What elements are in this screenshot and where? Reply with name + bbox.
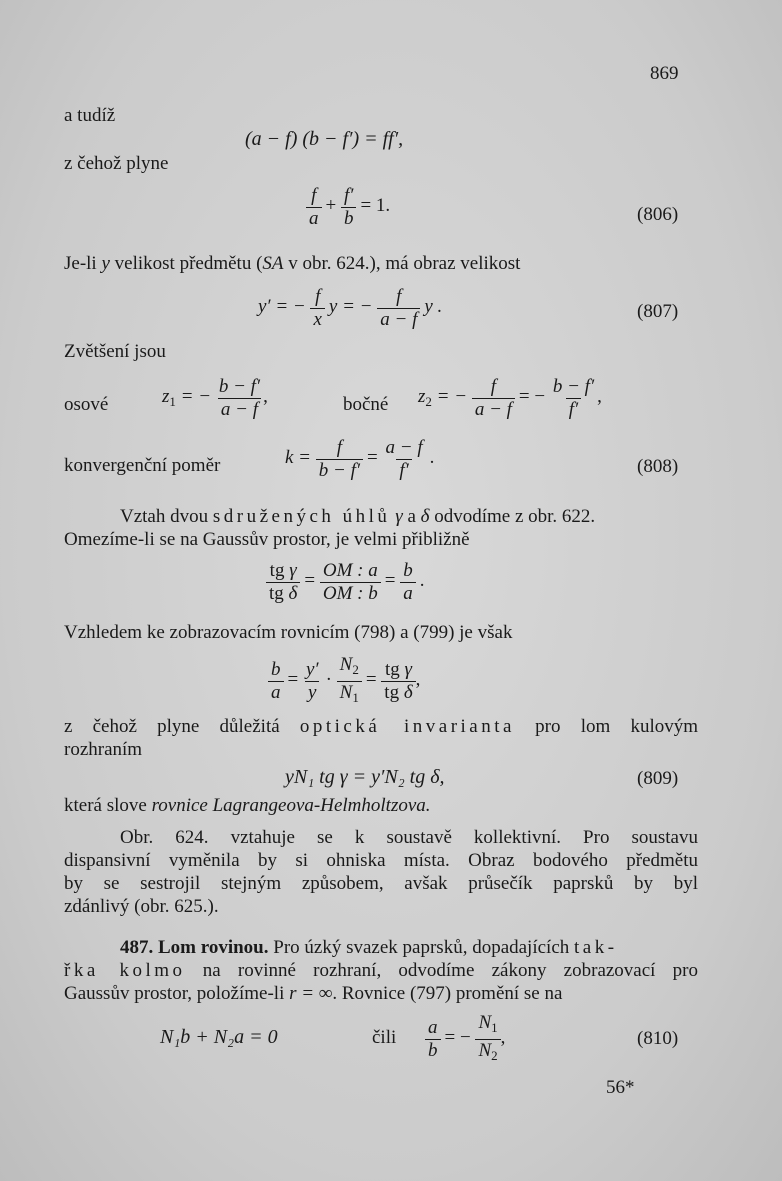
equation-b-over-a: $\frac{b}{a}$ = $\frac{y'}{y}$ · $\frac{N_2}{N_1}$ = $\frac{\text{tg γ}}{\text{tg δ}}$ , (268, 654, 420, 709)
text-osove: osové (64, 394, 109, 415)
text-obr624-line1: Obr. 624. vztahuje se k soustavě kollektivní. Pro soustavu (120, 827, 698, 848)
text-obr624-line2: dispansivní vyměnila by si ohniska místa. Obraz bodového předmětu (64, 850, 698, 871)
text-z-cehoz-plyne: z čehož plyne (64, 153, 169, 174)
text-zvetseni: Zvětšení jsou (64, 341, 166, 362)
text-obr624-line4: zdánlivý (obr. 625.). (64, 896, 219, 917)
equation-number-807: (807) (637, 301, 679, 322)
text-vzhledem: Vzhledem ke zobrazovacím rovnicím (798) a (799) je však (64, 622, 513, 643)
equation-810-left: N₁b + N₂a = 0 (160, 1026, 278, 1048)
text-a-tudiz: a tudíž (64, 105, 116, 126)
text-section-487-line1: 487. Lom rovinou. Pro úzký svazek paprsků, dopadajících tak- (120, 937, 618, 958)
page-number: 869 (650, 63, 679, 84)
equation-tg-ratio: $\frac{\text{tg γ}}{\text{tg δ}}$ = $\frac{OM : a}{OM : b}$ = $\frac{b}{a}$ . (266, 560, 424, 605)
text-cili: čili (372, 1027, 397, 1048)
equation-number-806: (806) (637, 204, 679, 225)
equation-number-809: (809) (637, 768, 679, 789)
footer-signature: 56* (606, 1077, 635, 1098)
text-je-li: Je-li y velikost předmětu (SA v obr. 624.), má obraz velikost (64, 253, 521, 274)
text-dulezita: z čehož plyne důležitá optická invarianta pro lom kulovým (64, 716, 699, 737)
text-ktera-slove: která slove rovnice Lagrangeova-Helmholtzova. (64, 795, 431, 816)
text-obr624-line3: by se sestrojil stejným způsobem, avšak průsečík paprsků by byl (64, 873, 698, 894)
text-omezime: Omezíme-li se na Gaussův prostor, je velmi přibližně (64, 529, 470, 550)
equation-809: yN₁ tg γ = y′N₂ tg δ, (285, 766, 445, 788)
equation-807: y′ = − $\frac{f}{x}$ y = − $\frac{f}{a - f}$ y . (258, 286, 443, 330)
equation-806: $\frac{f}{a}$ + $\frac{f'}{b}$ = 1. (306, 185, 390, 230)
equation-number-810: (810) (637, 1028, 679, 1049)
equation-808: k = $\frac{f}{b - f'}$ = $\frac{a - f}{f'}$ . (285, 437, 435, 481)
equation-number-808: (808) (637, 456, 679, 477)
text-vztah: Vztah dvou sdružených úhlů γ a δ odvodíme z obr. 622. (120, 506, 596, 527)
text-section-487-line3: Gaussův prostor, položíme-li r = ∞. Rovnice (797) promění se na (64, 983, 563, 1004)
equation-ff: (a − f) (b − f′) = ff′, (245, 128, 404, 150)
text-konvergencni: konvergenční poměr (64, 455, 221, 476)
equation-bocne: $z_2$ = − $\frac{f}{a - f}$ = − $\frac{b - f'}{f'}$ , (418, 376, 602, 420)
equation-osove: $z_1$ = − $\frac{b - f'}{a - f}$ , (162, 376, 268, 420)
text-bocne: bočné (343, 394, 389, 415)
text-rozhranim: rozhraním (64, 739, 143, 760)
text-section-487-line2: řka kolmo na rovinné rozhraní, odvodíme zákony zobrazovací pro (64, 960, 698, 981)
equation-810-right: $\frac{a}{b}$ = − $\frac{N_1}{N_2}$ , (425, 1012, 505, 1067)
